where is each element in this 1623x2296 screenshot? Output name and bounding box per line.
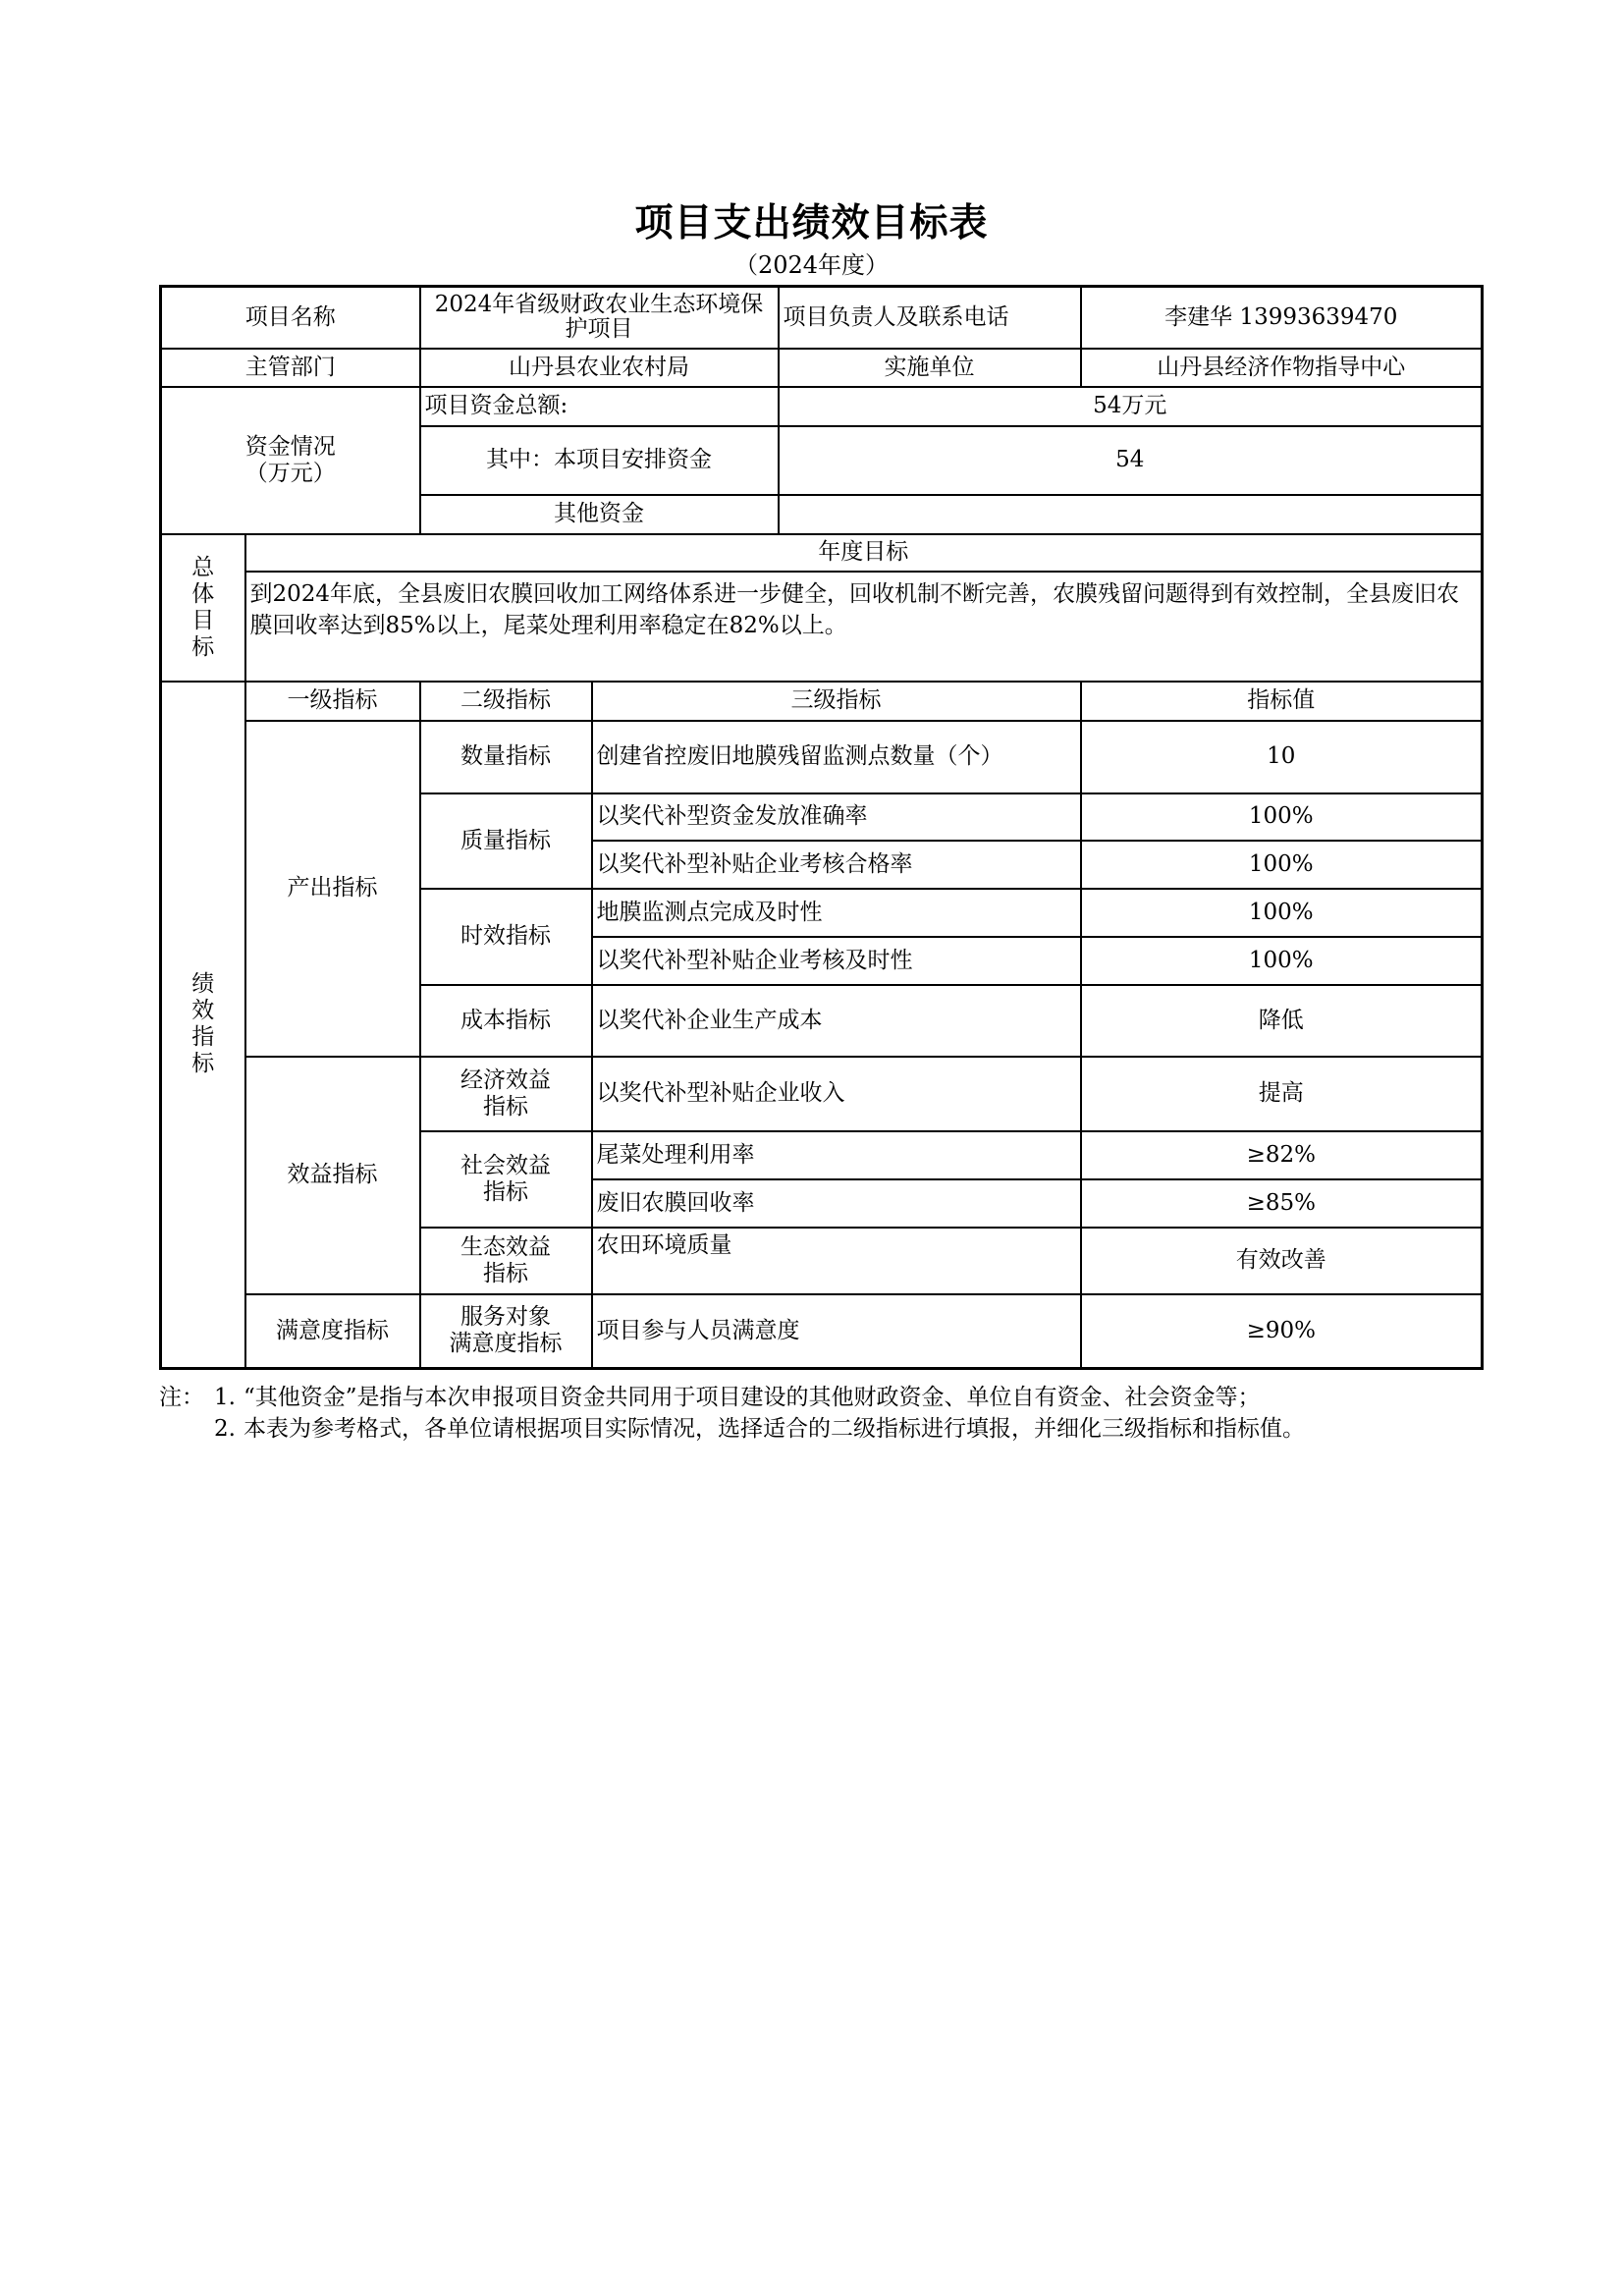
overall-side-label: 总 体 目 标 [161, 534, 245, 682]
satisfaction-level1: 满意度指标 [245, 1294, 420, 1369]
annual-target-text: 到2024年底，全县废旧农膜回收加工网络体系进一步健全，回收机制不断完善，农膜残留问题得到有效控制，全县废旧农膜回收率达到85%以上，尾菜处理利用率稳定在82%以上。 [245, 572, 1483, 682]
footnote-number: 1. [214, 1385, 236, 1410]
footnotes [159, 1382, 1337, 1445]
ecological-level2: 生态效益 指标 [420, 1228, 592, 1294]
indicators-side-label: 绩 效 指 标 [161, 682, 245, 1369]
quantity-level2: 数量指标 [420, 721, 592, 793]
funds-other-label: 其他资金 [420, 495, 779, 534]
social-level2: 社会效益 指标 [420, 1131, 592, 1228]
overall-header-row [161, 534, 1483, 572]
indicator-name: 以奖代补型补贴企业考核及时性 [592, 937, 1081, 985]
indicator-value: ≥90% [1081, 1294, 1483, 1369]
indicator-name: 以奖代补企业生产成本 [592, 985, 1081, 1057]
economic-level2: 经济效益 指标 [420, 1057, 592, 1131]
indicators-header-row [161, 682, 1483, 721]
funds-total-label: 项目资金总额: [420, 387, 779, 426]
funds-unit: （万元） [244, 460, 336, 486]
indicator-name: 农田环境质量 [592, 1228, 1081, 1294]
quality-level2: 质量指标 [420, 793, 592, 889]
dept-label: 主管部门 [161, 349, 420, 387]
footnote-lead: 注： [159, 1385, 204, 1410]
footnote-text: 本表为参考格式，各单位请根据项目实际情况，选择适合的二级指标进行填报，并细化三级指标和指标值。 [243, 1416, 1305, 1442]
footnote-item [159, 1413, 1337, 1445]
table-row [161, 1294, 1483, 1369]
indicator-name: 以奖代补型补贴企业考核合格率 [592, 841, 1081, 889]
table-row [161, 721, 1483, 793]
funds-arranged-label: 其中：本项目安排资金 [420, 426, 779, 495]
performance-target-table [159, 285, 1484, 1370]
project-contact-label: 项目负责人及联系电话 [779, 287, 1081, 349]
indicator-value: 有效改善 [1081, 1228, 1483, 1294]
indicator-value: ≥82% [1081, 1131, 1483, 1179]
output-level1: 产出指标 [245, 721, 420, 1057]
unit-value: 山丹县经济作物指导中心 [1081, 349, 1483, 387]
page-subtitle-year: （2024年度） [733, 251, 890, 279]
indicator-name: 创建省控废旧地膜残留监测点数量（个） [592, 721, 1081, 793]
annual-target-header: 年度目标 [245, 534, 1483, 572]
funds-arranged-value: 54 [779, 426, 1483, 495]
header-value: 指标值 [1081, 682, 1483, 721]
header-level3: 三级指标 [592, 682, 1081, 721]
header-level1: 一级指标 [245, 682, 420, 721]
satisfaction-level2: 服务对象 满意度指标 [420, 1294, 592, 1369]
project-name-label: 项目名称 [161, 287, 420, 349]
cost-level2: 成本指标 [420, 985, 592, 1057]
funds-other-value [779, 495, 1483, 534]
indicator-name: 以奖代补型资金发放准确率 [592, 793, 1081, 841]
project-dept-row [161, 349, 1483, 387]
indicator-name: 以奖代补型补贴企业收入 [592, 1057, 1081, 1131]
footnote-item [159, 1382, 1337, 1413]
funds-total-row [161, 387, 1483, 426]
unit-label: 实施单位 [779, 349, 1081, 387]
indicator-value: 100% [1081, 889, 1483, 937]
timeliness-level2: 时效指标 [420, 889, 592, 985]
funds-label: 资金情况 [244, 433, 336, 460]
project-name-value: 2024年省级财政农业生态环境保护项目 [420, 287, 779, 349]
indicator-name: 废旧农膜回收率 [592, 1179, 1081, 1228]
overall-text-row [161, 572, 1483, 682]
indicator-value: 100% [1081, 793, 1483, 841]
indicator-value: 100% [1081, 937, 1483, 985]
footnote-number: 2. [214, 1416, 236, 1442]
table-row [161, 1057, 1483, 1131]
dept-value: 山丹县农业农村局 [420, 349, 779, 387]
indicator-name: 项目参与人员满意度 [592, 1294, 1081, 1369]
indicator-value: 提高 [1081, 1057, 1483, 1131]
indicator-name: 尾菜处理利用率 [592, 1131, 1081, 1179]
indicator-value: ≥85% [1081, 1179, 1483, 1228]
page-title: 项目支出绩效目标表 [634, 201, 989, 246]
footnote-text: “其他资金”是指与本次申报项目资金共同用于项目建设的其他财政资金、单位自有资金、社会资金等； [243, 1385, 1261, 1410]
indicator-value: 10 [1081, 721, 1483, 793]
funds-total-value: 54万元 [779, 387, 1483, 426]
indicator-name: 地膜监测点完成及时性 [592, 889, 1081, 937]
benefit-level1: 效益指标 [245, 1057, 420, 1294]
project-name-row [161, 287, 1483, 349]
indicator-value: 降低 [1081, 985, 1483, 1057]
header-level2: 二级指标 [420, 682, 592, 721]
indicator-value: 100% [1081, 841, 1483, 889]
funds-label-cell [161, 387, 420, 534]
project-contact-value: 李建华 13993639470 [1081, 287, 1483, 349]
